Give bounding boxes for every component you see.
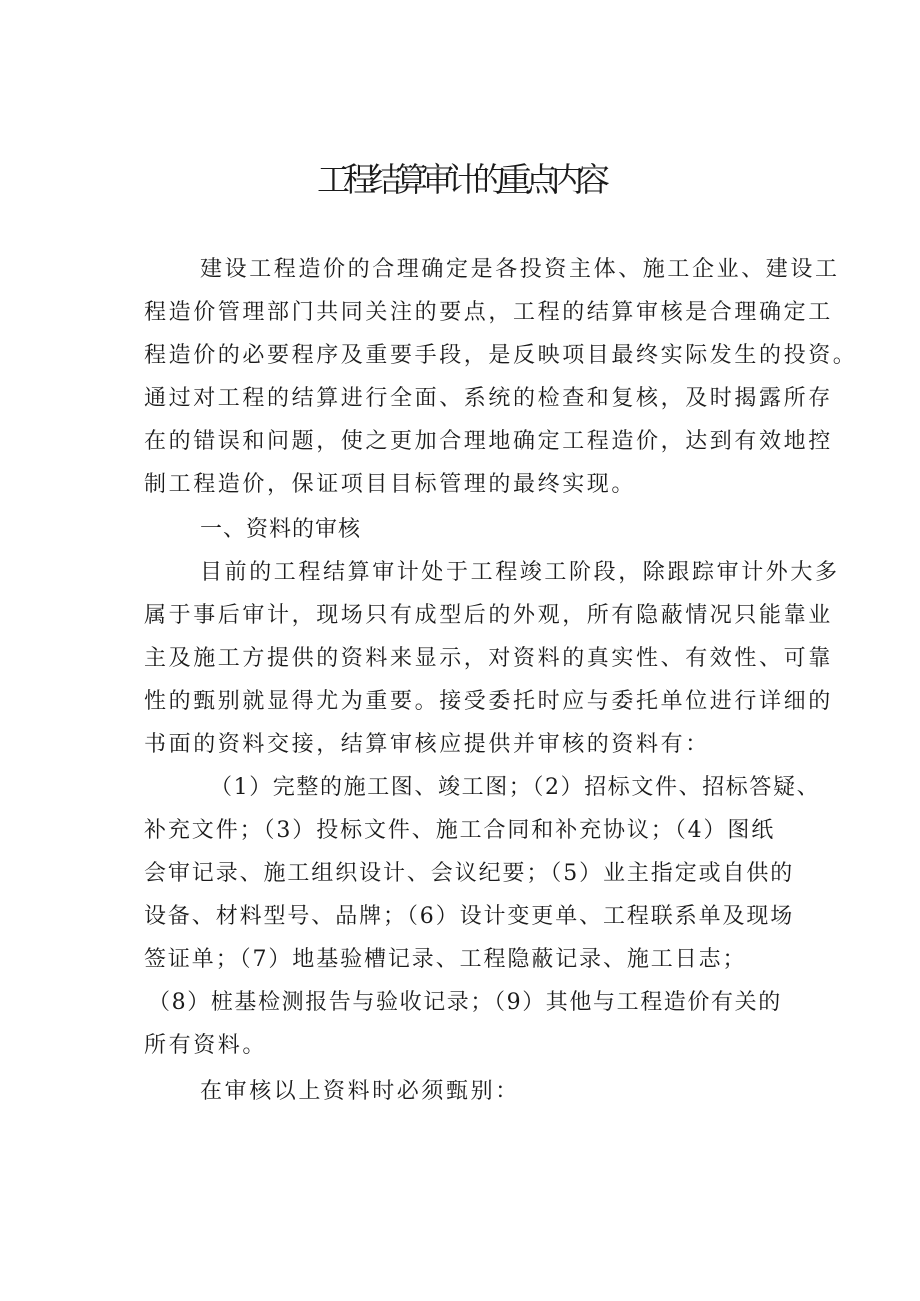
paragraph-1-line-2: 程造价管理部门共同关注的要点，工程的结算审核是合理确定工 — [144, 300, 833, 325]
paragraph-3-line-2: 补充文件；（3）投标文件、施工合同和补充协议；（4）图纸 — [144, 818, 776, 843]
paragraph-2-line-2: 属于事后审计，现场只有成型后的外观，所有隐蔽情况只能靠业 — [144, 603, 833, 628]
paragraph-1-line-4: 通过对工程的结算进行全面、系统的检查和复核，及时揭露所存 — [144, 386, 833, 411]
paragraph-3-line-7: 所有资料。 — [144, 1033, 268, 1058]
paragraph-3-line-6: （8）桩基检测报告与验收记录；（9）其他与工程造价有关的 — [148, 990, 782, 1015]
paragraph-1-line-6: 制工程造价，保证项目目标管理的最终实现。 — [144, 472, 637, 497]
paragraph-2-line-1: 目前的工程结算审计处于工程竣工阶段，除跟踪审计外大多 — [200, 560, 840, 585]
paragraph-1-line-5: 在的错误和问题，使之更加合理地确定工程造价，达到有效地控 — [144, 429, 833, 454]
paragraph-3-line-4: 设备、材料型号、品牌；（6）设计变更单、工程联系单及现场 — [144, 904, 795, 929]
document-title: 工程结算审计的重点内容 — [317, 160, 603, 199]
paragraph-2-line-3: 主及施工方提供的资料来显示，对资料的真实性、有效性、可靠 — [144, 646, 833, 671]
paragraph-1-line-1: 建设工程造价的合理确定是各投资主体、施工企业、建设工 — [200, 257, 840, 282]
paragraph-2-line-5: 书面的资料交接，结算审核应提供并审核的资料有： — [144, 732, 710, 757]
section-1-heading: 一、资料的审核 — [200, 517, 362, 542]
paragraph-3-line-3: 会审记录、施工组织设计、会议纪要；（5）业主指定或自供的 — [144, 861, 795, 886]
paragraph-3-line-1: （1）完整的施工图、竣工图；（2）招标文件、招标答疑、 — [210, 775, 821, 800]
paragraph-3-line-5: 签证单；（7）地基验槽记录、工程隐蔽记录、施工日志； — [144, 947, 747, 972]
paragraph-4-line-1: 在审核以上资料时必须甄别： — [200, 1079, 520, 1104]
paragraph-1-line-3: 程造价的必要程序及重要手段，是反映项目最终实际发生的投资。 — [144, 343, 858, 368]
paragraph-2-line-4: 性的甄别就显得尤为重要。接受委托时应与委托单位进行详细的 — [144, 689, 833, 714]
